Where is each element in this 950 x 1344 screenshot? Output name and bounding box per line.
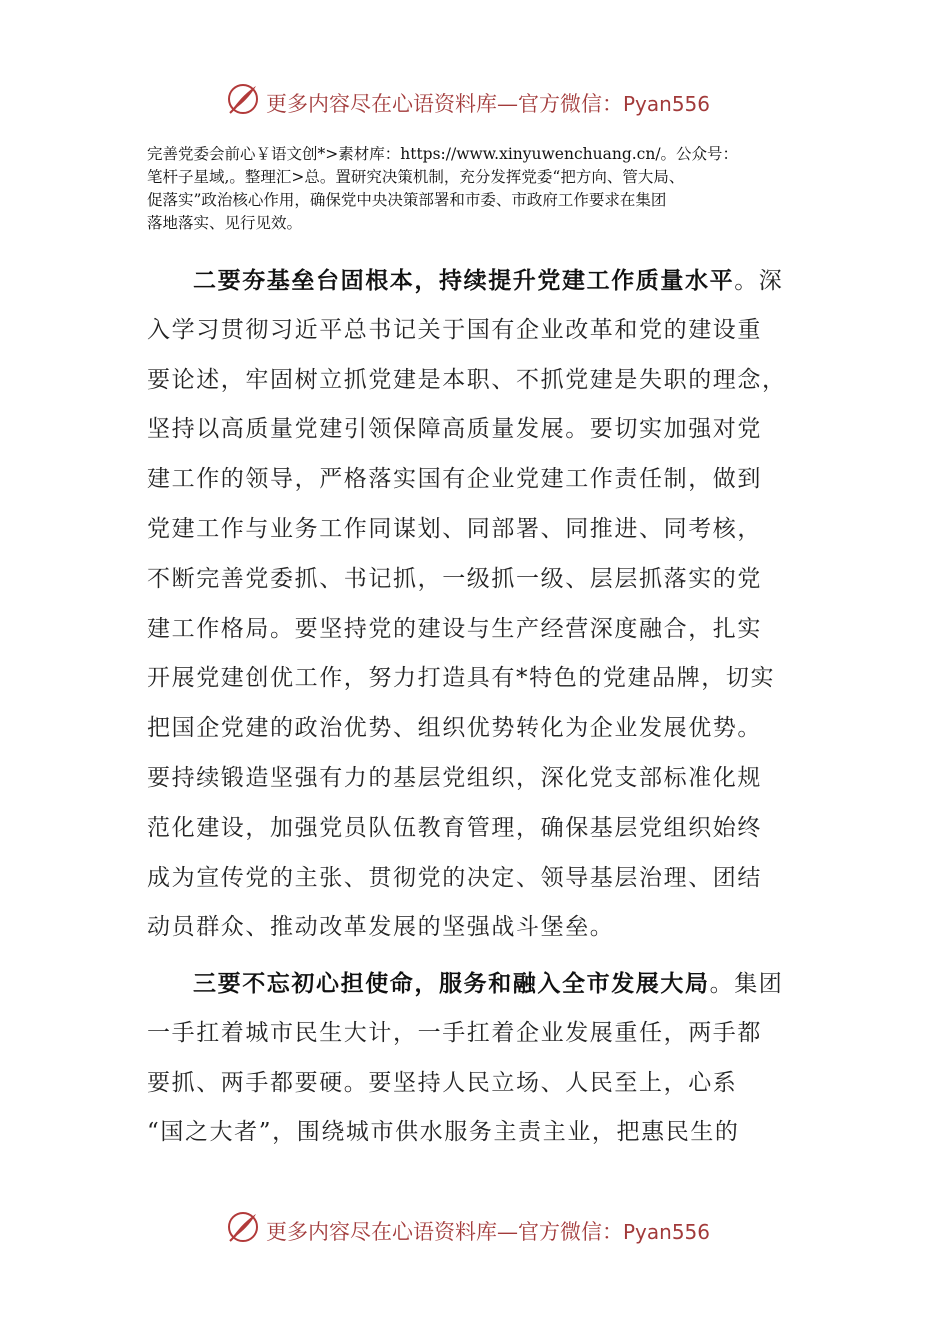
text-line: 成为宣传党的主张、贯彻党的决定、领导基层治理、团结 xyxy=(147,864,762,891)
text-line: 建工作的领导，严格落实国有企业党建工作责任制，做到 xyxy=(147,466,762,493)
quill-pen-logo-icon xyxy=(226,1210,260,1244)
text-line: 党建工作与业务工作同谋划、同部署、同推进、同考核， xyxy=(147,515,762,542)
section-3-first-line: 三要不忘初心担使命，服务和融入全市发展大局。集团 xyxy=(193,970,784,997)
intro-line: 促落实”政治核心作用，确保党中央决策部署和市委、市政府工作要求在集团 xyxy=(147,191,667,209)
text-line: 要论述，牢固树立抓党建是本职、不抓党建是失职的理念， xyxy=(147,366,787,393)
text-line: 开展党建创优工作，努力打造具有*特色的党建品牌，切实 xyxy=(147,665,776,692)
intro-line: 完善党委会前心￥语文创*>素材库：https://www.xinyuwenchuang.cn/。公众号： xyxy=(147,145,739,163)
intro-line: 落地落实、见行见效。 xyxy=(147,214,303,232)
text-line: 动员群众、推动改革发展的坚强战斗堡垒。 xyxy=(147,914,615,941)
text-line: 范化建设，加强党员队伍教育管理，确保基层党组织始终 xyxy=(147,814,762,841)
text-line: 把国企党建的政治优势、组织优势转化为企业发展优势。 xyxy=(147,715,762,742)
text-line: 要抓、两手都要硬。要坚持人民立场、人民至上，心系 xyxy=(147,1069,738,1096)
section-2-first-line: 二要夯基垒台固根本，持续提升党建工作质量水平。深 xyxy=(193,267,784,294)
banner-text: 更多内容尽在心语资料库—官方微信：Pyan556 xyxy=(266,1220,711,1244)
header-banner xyxy=(0,82,950,122)
text-line: “国之大者”，围绕城市供水服务主责主业，把惠民生的 xyxy=(147,1119,740,1146)
section-2-paragraph xyxy=(147,256,812,953)
text-line: 要持续锻造坚强有力的基层党组织，深化党支部标准化规 xyxy=(147,764,762,791)
text-line: 建工作格局。要坚持党的建设与生产经营深度融合，扎实 xyxy=(147,615,762,642)
text-line: 一手扛着城市民生大计，一手扛着企业发展重任，两手都 xyxy=(147,1019,762,1046)
footer-banner xyxy=(0,1210,950,1250)
text-line: 坚持以高质量党建引领保障高质量发展。要切实加强对党 xyxy=(147,416,762,443)
text-line: 入学习贯彻习近平总书记关于国有企业改革和党的建设重 xyxy=(147,316,762,343)
section-2-heading: 二要夯基垒台固根本，持续提升党建工作质量水平 xyxy=(193,267,735,294)
text-line: 不断完善党委抓、书记抓，一级抓一级、层层抓落实的党 xyxy=(147,565,762,592)
banner-text: 更多内容尽在心语资料库—官方微信：Pyan556 xyxy=(266,92,711,116)
intro-paragraph xyxy=(147,143,812,235)
section-3-heading: 三要不忘初心担使命，服务和融入全市发展大局 xyxy=(193,970,710,997)
intro-line: 笔杆子星域,。整理汇>总。置研究决策机制，充分发挥党委“把方向、管大局、 xyxy=(147,168,685,186)
section-3-paragraph xyxy=(147,959,812,1158)
wechat-id: Pyan556 xyxy=(623,92,711,116)
wechat-id: Pyan556 xyxy=(623,1220,711,1244)
quill-pen-logo-icon xyxy=(226,82,260,116)
